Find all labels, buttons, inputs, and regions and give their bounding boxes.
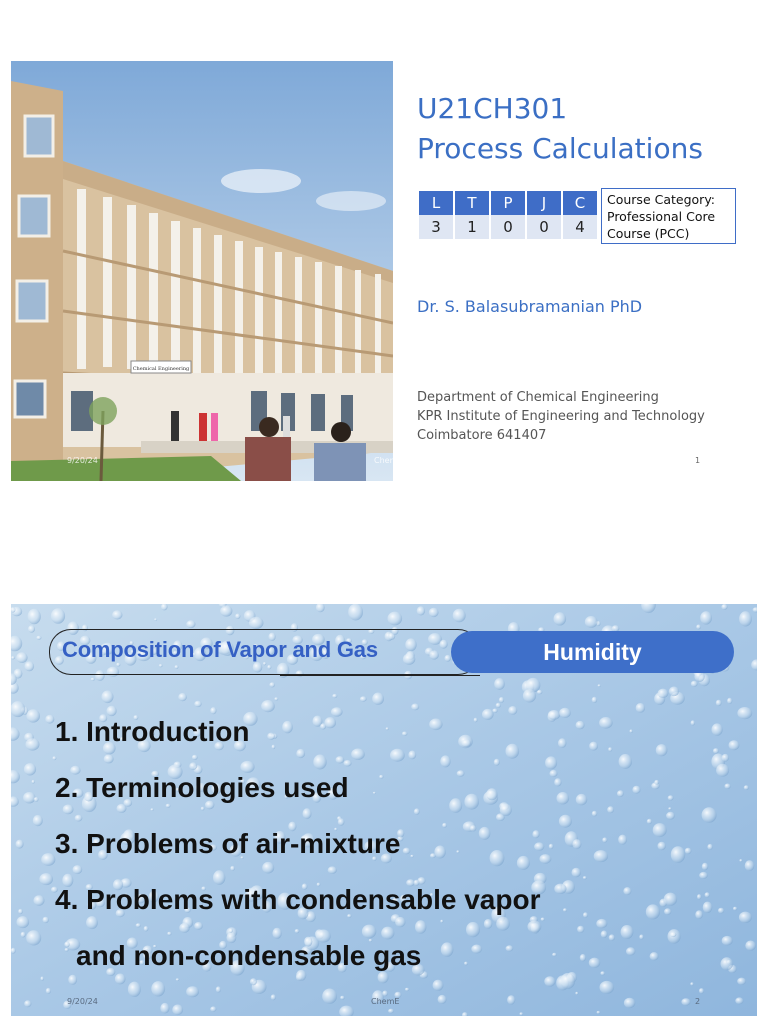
water-droplet [33,815,43,826]
water-droplet [707,844,712,850]
water-droplet [658,842,666,850]
water-droplet [572,868,581,877]
water-droplet [554,778,561,786]
water-droplet [636,703,645,713]
category-line: Course Category: [607,192,716,207]
water-droplet [23,792,35,803]
water-droplet [411,704,419,711]
building-sign: Chemical Engineering [132,366,190,372]
water-droplet [154,618,157,621]
water-droplet [557,792,570,804]
water-droplet [492,709,497,713]
water-droplet [666,812,675,820]
water-droplet [507,995,515,1004]
water-droplet [600,971,605,975]
water-droplet [626,947,635,955]
water-droplet [632,786,640,794]
water-droplet [609,934,615,940]
water-droplet [702,863,708,870]
water-droplet [592,811,597,817]
water-droplet [646,904,660,919]
water-droplet [45,715,54,724]
list-item: 3. Problems of air-mixture [55,828,401,859]
water-droplet [372,693,384,705]
water-droplet [112,610,122,619]
ltpjc-value: 0 [527,215,561,239]
author-name: Dr. S. Balasubramanian PhD [417,297,643,316]
ltpjc-value: 3 [419,215,453,239]
water-droplet [26,709,40,722]
water-droplet [712,723,723,735]
water-droplet [41,977,44,981]
water-droplet [11,701,25,717]
water-droplet [32,780,35,784]
ltpjc-header: J [527,191,561,215]
water-droplet [360,696,367,701]
water-droplet [26,930,41,945]
water-droplet [585,616,598,628]
water-droplet [249,617,264,629]
water-droplet [602,837,607,842]
department-info [417,388,705,445]
dept-line: KPR Institute of Engineering and Technology [417,409,705,424]
water-droplet [653,823,667,837]
water-droplet [540,854,552,864]
water-droplet [554,612,567,625]
list-item: 4. Problems with condensable vapor [55,884,541,915]
water-droplet [549,844,554,849]
water-droplet [690,982,693,985]
ltpjc-header: L [419,191,453,215]
water-droplet [496,703,501,708]
water-droplet [650,952,659,960]
water-droplet [647,819,652,824]
water-droplet [36,636,41,640]
water-droplet [26,738,40,750]
water-droplet [721,604,727,610]
water-droplet [671,846,685,863]
water-droplet [438,995,447,1004]
water-droplet [623,887,631,895]
footer-center: ChemE [371,997,400,1006]
water-droplet [24,1000,31,1007]
water-droplet [658,689,669,698]
water-droplet [18,909,23,914]
water-droplet [702,807,717,822]
course-name: Process Calculations [417,132,703,165]
building-photo-icon [11,61,393,481]
water-droplet [28,625,35,633]
water-droplet [744,785,749,790]
water-droplet [664,893,677,906]
water-droplet [583,876,587,879]
water-droplet [716,700,722,706]
course-category-box [601,188,736,244]
ltpjc-header: T [455,191,489,215]
water-droplet [554,884,566,894]
water-droplet [572,839,581,849]
water-droplet [178,693,187,701]
ltpjc-header: C [563,191,597,215]
footer-date: 9/20/24 [67,997,98,1006]
water-droplet [388,612,403,626]
water-droplet [550,770,558,777]
water-droplet [691,681,698,687]
water-droplet [745,941,756,951]
water-droplet [520,1012,524,1015]
topic-subtitle: Composition of Vapor and Gas [62,637,378,662]
water-droplet [210,1006,216,1011]
water-droplet [274,697,278,700]
water-droplet [576,721,585,729]
water-droplet [597,1011,601,1014]
water-droplet [739,611,752,626]
water-droplet [594,850,608,862]
water-droplet [16,652,27,663]
water-droplet [703,902,713,913]
water-droplet [695,910,703,919]
water-droplet [722,936,733,946]
water-droplet [607,806,614,813]
course-code: U21CH301 [417,92,568,125]
water-droplet [523,689,536,702]
water-droplet [558,738,566,748]
water-droplet [733,907,737,911]
water-droplet [21,932,26,938]
water-droplet [34,797,39,802]
ltpjc-value: 1 [455,215,489,239]
water-droplet [656,744,668,756]
water-droplet [552,953,557,957]
water-droplet [269,682,275,687]
water-droplet [737,707,752,719]
water-droplet [596,919,607,928]
water-droplet [102,691,114,704]
water-droplet [718,908,724,914]
water-droplet [697,894,701,899]
water-droplet [544,976,555,986]
dept-line: Coimbatore 641407 [417,428,547,443]
water-droplet [598,684,601,687]
water-droplet [575,992,578,995]
water-droplet [43,917,49,923]
water-droplet [630,729,633,733]
water-droplet [589,742,598,751]
water-droplet [669,687,679,697]
water-droplet [699,988,704,994]
list-item-continuation: and non-condensable gas [76,940,422,971]
water-droplet [668,807,671,810]
water-droplet [453,609,466,623]
water-droplet [601,931,608,938]
ltpjc-table [417,191,599,239]
course-title [417,89,703,169]
water-droplet [417,606,425,615]
water-droplet [577,926,584,933]
water-droplet [716,764,729,777]
ltpjc-header: P [491,191,525,215]
water-droplet [34,895,45,906]
water-droplet [24,763,36,775]
water-droplet [340,996,344,1000]
water-droplet [700,611,712,624]
water-droplet [388,1009,394,1014]
water-droplet [172,1005,183,1016]
water-droplet [721,957,734,970]
water-droplet [621,925,634,939]
water-droplet [739,859,742,862]
water-droplet [737,978,746,985]
water-droplet [617,790,624,797]
water-droplet [600,981,615,994]
water-droplet [618,835,627,845]
category-line: Course (PCC) [607,226,690,241]
water-droplet [348,604,363,621]
water-droplet [220,605,232,616]
contents-slide [11,604,757,1016]
water-droplet [727,698,732,704]
water-droplet [537,690,542,694]
water-droplet [619,754,632,769]
water-droplet [51,608,65,623]
water-droplet [681,998,690,1005]
water-droplet [548,710,560,720]
water-droplet [592,697,597,703]
water-droplet [699,872,708,879]
category-line: Professional Core [607,209,716,224]
ltpjc-value: 4 [563,215,597,239]
water-droplet [494,678,505,690]
water-droplet [664,908,671,915]
contents-list [55,714,540,994]
list-item: 1. Introduction [55,716,250,747]
water-droplet [559,815,572,828]
dept-line: Department of Chemical Engineering [417,390,659,405]
water-droplet [725,784,731,789]
water-droplet [599,717,613,729]
water-droplet [17,916,30,928]
water-droplet [41,853,55,866]
water-droplet [560,973,575,989]
water-droplet [91,678,95,681]
water-droplet [194,701,201,707]
ltpjc-value: 0 [491,215,525,239]
water-droplet [499,697,504,703]
water-droplet [608,747,612,751]
water-droplet [685,848,692,854]
water-droplet [28,609,41,625]
water-droplet [576,794,587,805]
water-droplet [670,932,676,937]
water-droplet [691,720,695,725]
water-droplet [545,756,557,769]
list-item: 2. Terminologies used [55,772,349,803]
water-droplet [739,912,752,923]
water-droplet [559,708,571,718]
water-droplet [589,958,600,968]
water-droplet [46,988,51,994]
ltpjc-value-row [419,215,597,239]
water-droplet [713,748,719,754]
water-droplet [705,892,710,897]
water-droplet [735,997,743,1004]
water-droplet [729,740,740,750]
footer-date: 9/20/24 [67,456,98,465]
water-droplet [332,694,337,698]
water-droplet [11,656,15,659]
water-droplet [271,994,276,1000]
title-slide [11,61,757,481]
water-droplet [639,935,643,940]
water-droplet [429,608,439,617]
footer-center: ChemE [374,456,403,465]
water-droplet [25,661,35,671]
water-droplet [160,1003,169,1014]
water-droplet [745,860,755,871]
water-droplet [16,840,24,849]
water-droplet [580,954,586,961]
water-droplet [722,754,729,762]
topic-title-pill: Humidity [451,631,734,673]
ltpjc-header-row [419,191,597,215]
water-droplet [654,780,659,785]
water-droplet [235,614,240,619]
water-droplet [583,912,588,917]
water-droplet [39,873,53,885]
water-droplet [624,998,635,1008]
water-droplet [186,620,195,628]
water-droplet [261,700,275,712]
page-number: 1 [695,456,701,465]
water-droplet [668,795,674,800]
water-droplet [696,625,701,630]
page-number: 2 [695,997,701,1006]
water-droplet [541,918,545,922]
water-droplet [563,908,567,912]
